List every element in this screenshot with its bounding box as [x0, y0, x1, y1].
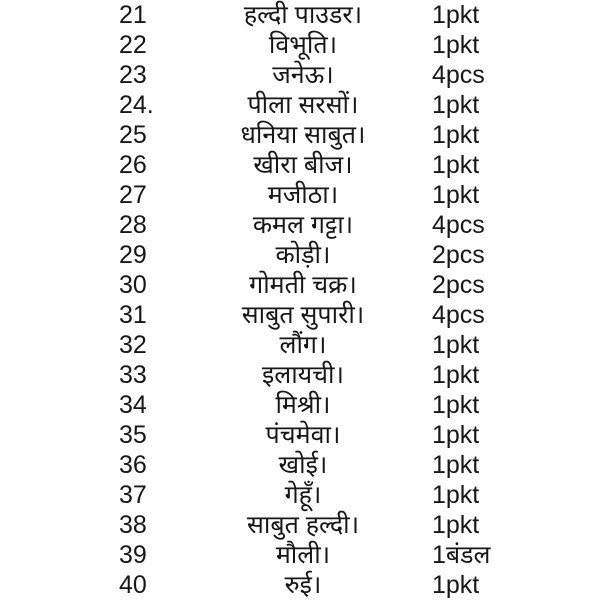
item-quantity: 4pcs [432, 301, 485, 329]
item-number: 23 [119, 61, 147, 89]
item-number: 38 [119, 511, 147, 539]
item-quantity: 4pcs [432, 61, 485, 89]
list-row [0, 30, 600, 60]
list-row [0, 390, 600, 420]
item-number: 30 [119, 271, 147, 299]
list-row [0, 90, 600, 120]
item-number: 22 [119, 31, 147, 59]
item-name: मिश्री। [275, 391, 331, 419]
item-quantity: 1pkt [432, 571, 480, 599]
item-number: 36 [119, 451, 147, 479]
item-name: गोमती चक्र। [249, 271, 357, 299]
item-name: पंचमेवा। [265, 421, 341, 449]
item-quantity: 1pkt [432, 451, 480, 479]
item-name: खीरा बीज। [253, 151, 353, 179]
item-quantity: 1pkt [432, 1, 480, 29]
item-quantity: 1pkt [432, 91, 480, 119]
item-number: 40 [119, 571, 147, 599]
item-name: साबुत सुपारी। [241, 301, 365, 329]
list-row [0, 0, 600, 30]
item-number: 34 [119, 391, 147, 419]
item-name: जनेऊ। [272, 61, 334, 89]
item-number: 25 [119, 121, 147, 149]
item-number: 32 [119, 331, 147, 359]
list-row [0, 180, 600, 210]
item-number: 21 [119, 1, 147, 29]
list-row [0, 270, 600, 300]
list-row [0, 330, 600, 360]
list-row [0, 210, 600, 240]
item-number: 37 [119, 481, 147, 509]
item-name: साबुत हल्दी। [246, 511, 360, 539]
item-quantity: 1pkt [432, 31, 480, 59]
item-number: 26 [119, 151, 147, 179]
item-name: लौंग। [279, 331, 327, 359]
item-number: 28 [119, 211, 147, 239]
item-name: गेहूँ। [284, 481, 322, 509]
item-quantity: 1pkt [432, 511, 480, 539]
list-row [0, 420, 600, 450]
list-row [0, 240, 600, 270]
list-row [0, 450, 600, 480]
list-row [0, 300, 600, 330]
list-row [0, 120, 600, 150]
list-row [0, 570, 600, 600]
item-name: रुई। [284, 571, 322, 599]
item-quantity: 1pkt [432, 391, 480, 419]
item-name: हल्दी पाउडर। [243, 1, 363, 29]
item-number: 33 [119, 361, 147, 389]
item-name: विभूति। [268, 31, 338, 59]
item-name: कोड़ी। [275, 241, 331, 269]
item-quantity: 4pcs [432, 211, 485, 239]
item-quantity: 1pkt [432, 121, 480, 149]
item-quantity: 1pkt [432, 481, 480, 509]
item-number: 39 [119, 541, 147, 569]
item-quantity: 1pkt [432, 361, 480, 389]
item-number: 27 [119, 181, 147, 209]
item-number: 24. [119, 91, 154, 119]
list-row [0, 150, 600, 180]
item-number: 29 [119, 241, 147, 269]
item-name: कमल गट्टा। [252, 211, 354, 239]
item-name: मजीठा। [267, 181, 339, 209]
item-quantity: 1pkt [432, 151, 480, 179]
item-name: इलायची। [261, 361, 345, 389]
item-quantity: 1pkt [432, 331, 480, 359]
item-quantity: 1बंडल [432, 541, 491, 569]
list-row [0, 360, 600, 390]
list-row [0, 480, 600, 510]
item-number: 35 [119, 421, 147, 449]
item-name: खोई। [278, 451, 328, 479]
item-quantity: 2pcs [432, 241, 485, 269]
item-name: मौली। [275, 541, 331, 569]
list-row [0, 510, 600, 540]
item-name: धनिया साबुत। [240, 121, 366, 149]
item-quantity: 2pcs [432, 271, 485, 299]
item-number: 31 [119, 301, 147, 329]
item-quantity: 1pkt [432, 421, 480, 449]
list-row [0, 540, 600, 570]
item-name: पीला सरसों। [247, 91, 359, 119]
item-quantity: 1pkt [432, 181, 480, 209]
list-row [0, 60, 600, 90]
